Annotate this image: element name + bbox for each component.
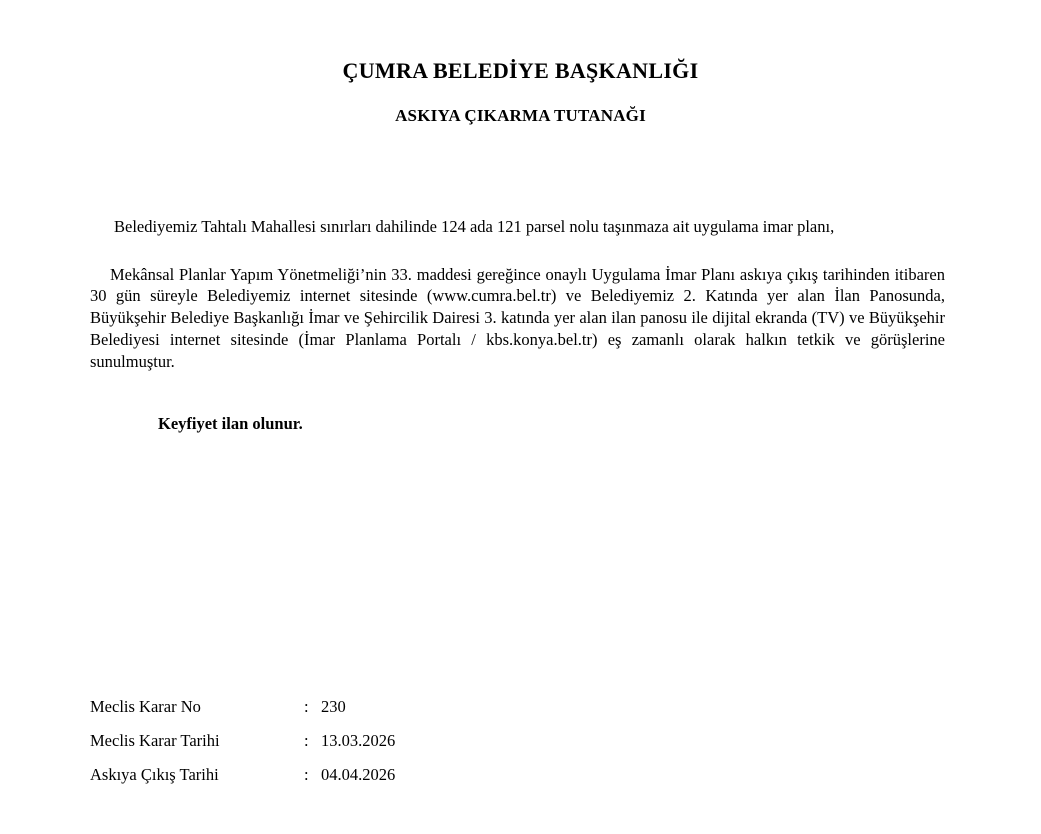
decision-fields [90,696,945,786]
field-separator: : [304,696,309,716]
document-title: ÇUMRA BELEDİYE BAŞKANLIĞI [342,58,699,83]
paragraph-property-description: Belediyemiz Tahtalı Mahallesi sınırları dahilinde 124 ada 121 parsel nolu taşınmaza ait uygulama imar planı, [114,217,835,236]
field-value-askiya-cikis-tarihi: 04.04.2026 [321,764,396,784]
field-value-meclis-karar-no: 230 [321,696,346,716]
field-row-meclis-karar-tarihi [90,730,945,752]
closing-statement: Keyfiyet ilan olunur. [158,414,303,434]
field-separator: : [304,730,309,750]
field-label-meclis-karar-no: Meclis Karar No [90,696,201,716]
field-label-meclis-karar-tarihi: Meclis Karar Tarihi [90,730,220,750]
field-separator: : [304,764,309,784]
field-value-meclis-karar-tarihi: 13.03.2026 [321,730,396,750]
document-body [90,216,945,786]
document-subtitle: ASKIYA ÇIKARMA TUTANAĞI [395,106,646,125]
field-row-meclis-karar-no [90,696,945,718]
paragraph-announcement-details: Mekânsal Planlar Yapım Yönetmeliği’nin 33. maddesi gereğince onaylı Uygulama İmar Planı askıya çıkış tarihinden itibaren 30 gün süreyle Belediyemiz internet sitesinde (www.cumra.bel.tr) ve Belediyemiz 2. Katında yer alan İlan Panosunda, Büyükşehir Belediye Başkanlığı İmar ve Şehircilik Dairesi 3. katında yer alan ilan panosu ile dijital ekranda (TV) ve Büyükşehir Belediyesi internet sitesinde (İmar Planlama Portalı / kbs.konya.bel.tr) eş zamanlı olarak halkın tetkik ve görüşlerine sunulmuştur. [90,264,945,371]
field-row-askiya-cikis-tarihi [90,764,945,786]
field-label-askiya-cikis-tarihi: Askıya Çıkış Tarihi [90,764,219,784]
